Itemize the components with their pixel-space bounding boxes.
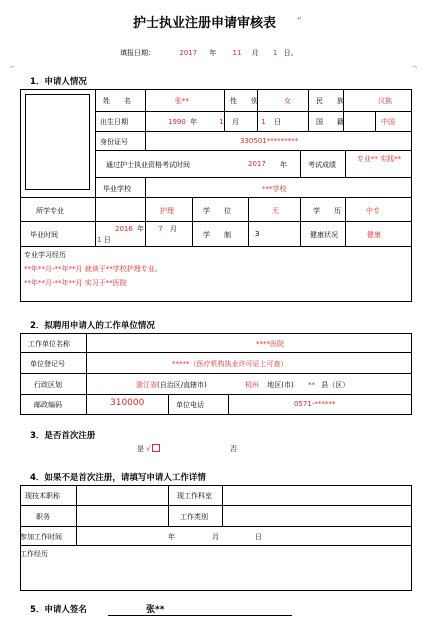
first-registration-no[interactable]: 否 bbox=[230, 445, 237, 453]
tech-title-label: 现技术职称 bbox=[25, 492, 60, 500]
graduation-label: 毕业时间 bbox=[30, 231, 58, 239]
fill-year: 2017 bbox=[179, 49, 198, 57]
study-history-line-2: **年**月-**年**月 实习于**医院 bbox=[24, 279, 127, 287]
birth-day-unit: 日 bbox=[273, 118, 281, 126]
paragraph-mark: ↵ bbox=[297, 15, 303, 22]
school-value: ***学校 bbox=[262, 185, 287, 193]
zip-value: 310000 bbox=[110, 398, 145, 408]
fill-day-unit: 日。 bbox=[283, 49, 298, 57]
education-label: 学 历 bbox=[313, 207, 341, 215]
gender-value: 女 bbox=[284, 97, 291, 105]
degree-label: 学 位 bbox=[203, 207, 231, 215]
grad-month-unit: 月 bbox=[170, 225, 177, 233]
work-history-label: 工作经历 bbox=[20, 550, 48, 558]
birth-day: 1 bbox=[261, 118, 266, 126]
unit-reg-value: *****（医疗机构执业许可证上可查） bbox=[172, 360, 288, 368]
department-label: 现工作科室 bbox=[177, 492, 212, 500]
page-title: 护士执业注册申请审核表 bbox=[133, 16, 277, 31]
photo-box bbox=[25, 94, 90, 190]
grad-day: 1 bbox=[97, 236, 102, 244]
grad-month: 7 bbox=[158, 225, 163, 233]
nation-value: 中国 bbox=[381, 118, 395, 126]
system-value: 3 bbox=[255, 230, 260, 238]
study-history-label: 专业学习经历 bbox=[24, 251, 66, 259]
checkbox-icon bbox=[152, 444, 160, 452]
id-value: 330501********* bbox=[240, 137, 299, 145]
county-note: 县（区） bbox=[321, 381, 350, 389]
exam-year: 2017 bbox=[248, 160, 266, 168]
province-note: (自治区/直辖市) bbox=[157, 381, 207, 389]
birth-month-unit: 月 bbox=[232, 118, 239, 126]
fill-month: 11 bbox=[232, 49, 242, 57]
first-registration-yes[interactable] bbox=[137, 444, 160, 454]
nation-label: 国 籍 bbox=[316, 118, 344, 126]
fill-month-unit: 月 bbox=[251, 49, 259, 57]
signature-label: 5．申请人签名 bbox=[30, 605, 87, 615]
city-note: 地区(市) bbox=[267, 381, 294, 389]
corner-mark: ¬ bbox=[412, 64, 418, 71]
section-1-heading: 1．申请人情况 bbox=[30, 77, 87, 87]
grad-year-unit: 年 bbox=[137, 225, 145, 233]
name-value: 张** bbox=[175, 97, 189, 105]
system-label: 学 制 bbox=[203, 231, 231, 239]
zip-label: 邮政编码 bbox=[34, 401, 62, 409]
score-value: 专业** 实践** bbox=[356, 155, 402, 163]
ethnic-value: 汉族 bbox=[378, 97, 392, 105]
work-type-label: 工作类别 bbox=[180, 513, 208, 521]
unit-name-label: 工作单位名称 bbox=[28, 340, 70, 348]
fill-date-label: 填报日期： bbox=[120, 49, 155, 57]
exam-label: 通过护士执业资格考试时间 bbox=[106, 161, 190, 169]
fill-year-unit: 年 bbox=[209, 49, 217, 57]
region-value bbox=[136, 380, 349, 390]
gender-label: 性 别 bbox=[230, 97, 258, 105]
major-value: 护理 bbox=[160, 207, 174, 215]
school-label: 毕业学校 bbox=[103, 185, 131, 193]
fill-date bbox=[120, 48, 298, 58]
health-label: 健康状况 bbox=[310, 231, 338, 239]
signature-line bbox=[108, 615, 292, 616]
county-value: ** bbox=[308, 381, 315, 389]
yes-label: 是 bbox=[137, 445, 144, 453]
work-start-year: 年 bbox=[168, 533, 175, 541]
education-value: 中专 bbox=[366, 207, 380, 215]
unit-reg-label: 单位登记号 bbox=[30, 360, 65, 368]
birth-year: 1990 bbox=[168, 118, 186, 126]
grad-day-unit: 日 bbox=[103, 236, 111, 244]
degree-value: 无 bbox=[272, 207, 279, 215]
score-label: 考试成绩 bbox=[308, 161, 336, 169]
phone-label: 单位电话 bbox=[176, 401, 204, 409]
study-history-line-1: **年**月-**年**月 就读于**学校护理专业。 bbox=[24, 265, 162, 273]
name-label: 姓 名 bbox=[103, 97, 131, 105]
birth-value bbox=[168, 117, 281, 127]
fill-day: 1 bbox=[272, 49, 278, 57]
exam-year-unit: 年 bbox=[280, 161, 287, 169]
major-label: 所学专业 bbox=[36, 207, 64, 215]
birth-month: 1 bbox=[219, 118, 224, 126]
corner-mark: ⌐ bbox=[10, 64, 16, 71]
grad-year: 2016 bbox=[115, 225, 133, 233]
work-start-label: 参加工作时间 bbox=[20, 533, 62, 541]
birth-label: 出生日期 bbox=[100, 118, 128, 126]
phone-value: 0571-****** bbox=[294, 400, 336, 408]
check-mark-icon: √ bbox=[146, 445, 151, 453]
birth-year-unit: 年 bbox=[190, 118, 198, 126]
graduation-value bbox=[97, 224, 177, 246]
section-5 bbox=[30, 603, 87, 615]
section-4-heading: 4．如果不是首次注册，请填写申请人工作详情 bbox=[30, 473, 206, 483]
id-label: 身份证号 bbox=[100, 138, 128, 146]
health-value: 健康 bbox=[367, 231, 381, 239]
region-label: 行政区划 bbox=[34, 381, 62, 389]
work-start-month: 月 bbox=[212, 533, 219, 541]
ethnic-label: 民 族 bbox=[316, 97, 344, 105]
signature-value: 张** bbox=[146, 605, 165, 615]
section-3-heading: 3．是否首次注册 bbox=[30, 431, 96, 441]
city-value: 杭州 bbox=[245, 381, 260, 389]
work-start-day: 日 bbox=[255, 533, 262, 541]
province-value: 浙江省 bbox=[136, 381, 157, 389]
position-label: 职务 bbox=[36, 513, 50, 521]
unit-name-value: ****医院 bbox=[256, 340, 284, 348]
section-2-heading: 2．拟聘用申请人的工作单位情况 bbox=[30, 321, 155, 331]
